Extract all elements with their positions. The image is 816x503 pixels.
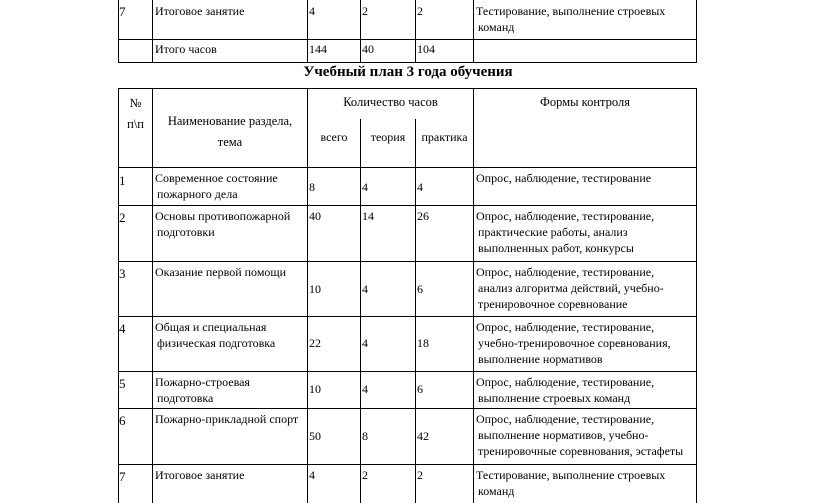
total-hours: 22 — [309, 336, 321, 350]
rule — [415, 0, 416, 63]
practice-hours: 6 — [417, 282, 423, 296]
practice-hours: 2 — [417, 468, 423, 482]
row-number: 7 — [119, 469, 126, 484]
control-form: Опрос, наблюдение, тестирование, — [476, 209, 655, 223]
theory-hours: 2 — [362, 468, 368, 482]
header-hours: Количество часов — [343, 95, 438, 109]
rule — [118, 88, 697, 89]
row-number: 2 — [119, 210, 126, 225]
section-name: Пожарно-прикладной спорт — [155, 412, 299, 426]
rule — [307, 0, 308, 63]
row-number: 4 — [119, 321, 126, 336]
theory-hours: 14 — [362, 209, 374, 223]
control-form: тренировочное соревнование — [478, 297, 628, 311]
rule — [360, 119, 361, 503]
control-form: практические работы, анализ — [478, 225, 628, 239]
theory-hours: 8 — [362, 429, 368, 443]
total-hours: 40 — [309, 209, 321, 223]
control-form: тренировочные соревнования, эстафеты — [478, 444, 684, 458]
header-name — [153, 111, 307, 153]
theory-hours: 2 — [362, 4, 368, 18]
theory-hours: 4 — [362, 336, 368, 350]
control-form: Опрос, наблюдение, тестирование — [476, 171, 652, 185]
rule — [415, 119, 416, 503]
rule — [696, 0, 697, 63]
row-number: 5 — [119, 376, 126, 391]
control-form: выполненных работ, конкурсы — [478, 241, 634, 255]
rule — [307, 88, 308, 503]
section-name: подготовка — [157, 391, 214, 405]
rule — [118, 316, 697, 317]
practice-hours: 104 — [417, 42, 435, 56]
row-number: 6 — [119, 413, 126, 428]
theory-hours: 4 — [362, 282, 368, 296]
section-name: Итоговое занятие — [155, 468, 245, 482]
header-theory: теория — [370, 130, 406, 144]
section-name: физическая подготовка — [157, 336, 276, 350]
control-form: Опрос, наблюдение, тестирование, — [476, 265, 655, 279]
control-form: выполнение нормативов, учебно- — [478, 428, 649, 442]
rule — [118, 408, 697, 409]
row-number: 3 — [119, 266, 126, 281]
practice-hours: 4 — [417, 180, 423, 194]
theory-hours: 4 — [362, 382, 368, 396]
header-practice: практика — [421, 130, 468, 144]
practice-hours: 6 — [417, 382, 423, 396]
practice-hours: 2 — [417, 4, 423, 18]
practice-hours: 18 — [417, 336, 429, 350]
control-form: выполнение строевых команд — [478, 391, 631, 405]
rule — [118, 62, 697, 63]
total-hours: 50 — [309, 429, 321, 443]
section-name: подготовки — [157, 225, 215, 239]
control-form: команд — [478, 20, 515, 34]
rule — [118, 371, 697, 372]
total-hours: 4 — [309, 4, 315, 18]
practice-hours: 42 — [417, 429, 429, 443]
section-name: Общая и специальная — [155, 320, 267, 334]
total-hours: 10 — [309, 382, 321, 396]
header-number-line: № — [129, 96, 142, 110]
rule — [696, 88, 697, 503]
rule — [118, 205, 697, 206]
row-number: 1 — [119, 173, 126, 188]
total-hours: 4 — [309, 468, 315, 482]
control-form: Опрос, наблюдение, тестирование, — [476, 412, 655, 426]
theory-hours: 4 — [362, 180, 368, 194]
practice-hours: 26 — [417, 209, 429, 223]
header-total: всего — [320, 130, 348, 144]
rule — [118, 261, 697, 262]
control-form: команд — [478, 484, 515, 498]
section-name: Современное состояние — [155, 171, 278, 185]
header-name-line: Наименование раздела, — [167, 114, 293, 128]
total-label: Итого часов — [155, 42, 217, 56]
section-title: Учебный план 3 года обучения — [303, 64, 513, 80]
control-form: выполнение нормативов — [478, 352, 603, 366]
total-hours: 10 — [309, 282, 321, 296]
section-name: Пожарно-строевая — [155, 375, 250, 389]
rule — [118, 39, 697, 40]
header-number — [119, 93, 152, 135]
section-name: пожарного дела — [157, 187, 238, 201]
rule — [473, 88, 474, 503]
rule — [473, 0, 474, 63]
control-form: учебно-тренировочное соревнования, — [478, 336, 671, 350]
section-name: Итоговое занятие — [155, 4, 245, 18]
header-number-line: п\п — [127, 117, 144, 131]
rule — [118, 88, 119, 503]
control-form: анализ алгоритма действий, учебно- — [478, 281, 664, 295]
section-name: Оказание первой помощи — [155, 265, 287, 279]
header-forms: Формы контроля — [540, 95, 630, 109]
rule — [152, 0, 153, 63]
control-form: Опрос, наблюдение, тестирование, — [476, 320, 655, 334]
total-hours: 144 — [309, 42, 327, 56]
rule — [118, 464, 697, 465]
rule — [118, 167, 697, 168]
row-number: 7 — [119, 4, 126, 19]
header-name-line: тема — [217, 135, 243, 149]
control-form: Тестирование, выполнение строевых — [476, 468, 666, 482]
rule — [360, 0, 361, 63]
theory-hours: 40 — [362, 42, 374, 56]
section-name: Основы противопожарной — [155, 209, 291, 223]
total-hours: 8 — [309, 180, 315, 194]
control-form: Опрос, наблюдение, тестирование, — [476, 375, 655, 389]
control-form: Тестирование, выполнение строевых — [476, 4, 666, 18]
